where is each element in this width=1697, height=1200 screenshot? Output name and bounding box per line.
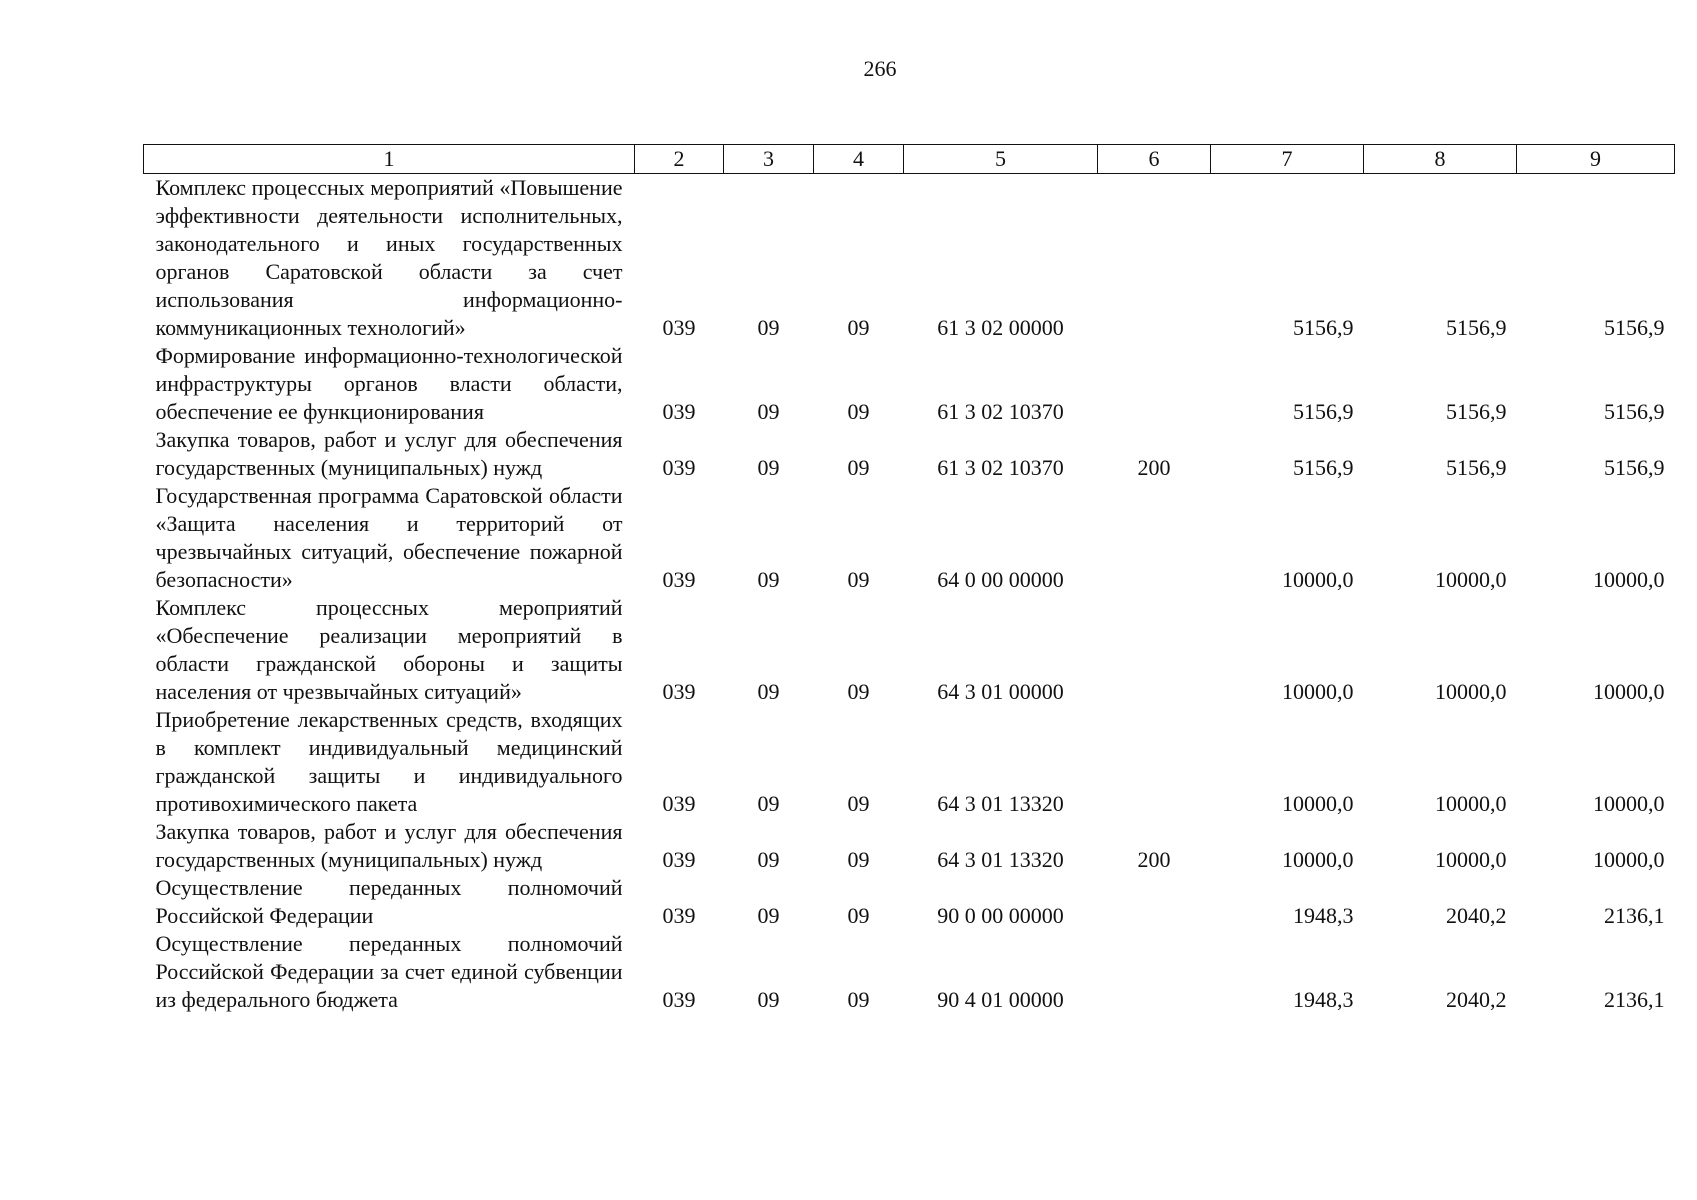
amount-col-8: 2040,2 [1446, 903, 1507, 928]
table-row [144, 342, 1675, 426]
expense-type-code: 200 [1137, 455, 1171, 480]
budget-table [143, 144, 1675, 1014]
amount-col-9: 10000,0 [1593, 679, 1665, 704]
subsection-code: 09 [847, 987, 870, 1012]
item-name: Осуществление переданных полномочий Российской Федерации за счет единой субвенции из федерального бюджета [155, 931, 623, 1012]
amount-col-9: 5156,9 [1604, 455, 1665, 480]
target-article-code: 90 4 01 00000 [937, 987, 1064, 1012]
amount-col-9: 2136,1 [1604, 987, 1665, 1012]
amount-col-8: 2040,2 [1446, 987, 1507, 1012]
expense-type-code: 200 [1137, 847, 1171, 872]
amount-col-7: 10000,0 [1282, 791, 1354, 816]
ministry-code: 039 [662, 679, 696, 704]
target-article-code: 90 0 00 00000 [937, 903, 1064, 928]
expense-type-code [1098, 706, 1211, 818]
ministry-code: 039 [662, 399, 696, 424]
ministry-code: 039 [662, 791, 696, 816]
item-name: Формирование информационно-технологической инфраструктуры органов власти области, обеспечение ее функционирования [155, 343, 623, 424]
column-header-3: 3 [724, 145, 814, 174]
page-number: 266 [863, 56, 897, 81]
subsection-code: 09 [847, 791, 870, 816]
ministry-code: 039 [662, 847, 696, 872]
target-article-code: 61 3 02 10370 [937, 399, 1064, 424]
section-code: 09 [757, 455, 780, 480]
section-code: 09 [757, 791, 780, 816]
expense-type-code [1098, 594, 1211, 706]
ministry-code: 039 [662, 567, 696, 592]
table-header [144, 145, 1675, 174]
target-article-code: 64 3 01 13320 [937, 847, 1064, 872]
table-row [144, 482, 1675, 594]
amount-col-8: 5156,9 [1446, 455, 1507, 480]
item-name: Осуществление переданных полномочий Российской Федерации [155, 875, 623, 928]
amount-col-9: 10000,0 [1593, 567, 1665, 592]
amount-col-7: 1948,3 [1293, 903, 1354, 928]
column-header-5: 5 [904, 145, 1098, 174]
section-code: 09 [757, 315, 780, 340]
amount-col-8: 10000,0 [1435, 847, 1507, 872]
subsection-code: 09 [847, 315, 870, 340]
table-row [144, 174, 1675, 343]
ministry-code: 039 [662, 987, 696, 1012]
amount-col-7: 5156,9 [1293, 455, 1354, 480]
amount-col-7: 1948,3 [1293, 987, 1354, 1012]
section-code: 09 [757, 847, 780, 872]
subsection-code: 09 [847, 847, 870, 872]
expense-type-code [1098, 482, 1211, 594]
column-header-8: 8 [1364, 145, 1517, 174]
subsection-code: 09 [847, 399, 870, 424]
section-code: 09 [757, 567, 780, 592]
ministry-code: 039 [662, 903, 696, 928]
amount-col-9: 10000,0 [1593, 847, 1665, 872]
subsection-code: 09 [847, 679, 870, 704]
target-article-code: 64 0 00 00000 [937, 567, 1064, 592]
column-header-4: 4 [814, 145, 904, 174]
amount-col-8: 5156,9 [1446, 399, 1507, 424]
table-row [144, 706, 1675, 818]
table-row [144, 930, 1675, 1014]
item-name: Закупка товаров, работ и услуг для обеспечения государственных (муниципальных) нужд [155, 819, 623, 872]
item-name: Государственная программа Саратовской области «Защита населения и территорий от чрезвычайных ситуаций, обеспечение пожарной безопасности» [155, 483, 623, 592]
amount-col-7: 5156,9 [1293, 315, 1354, 340]
amount-col-7: 10000,0 [1282, 847, 1354, 872]
ministry-code: 039 [662, 315, 696, 340]
table-row [144, 818, 1675, 874]
table-row [144, 426, 1675, 482]
column-header-7: 7 [1211, 145, 1364, 174]
amount-col-9: 5156,9 [1604, 399, 1665, 424]
item-name: Комплекс процессных мероприятий «Повышение эффективности деятельности исполнительных, законодательного и иных государственных органов Саратовской области за счет использования информационно-коммуникационных технологий» [155, 175, 623, 340]
column-header-6: 6 [1098, 145, 1211, 174]
section-code: 09 [757, 399, 780, 424]
column-header-9: 9 [1517, 145, 1675, 174]
amount-col-8: 5156,9 [1446, 315, 1507, 340]
table-row [144, 874, 1675, 930]
amount-col-9: 10000,0 [1593, 791, 1665, 816]
ministry-code: 039 [662, 455, 696, 480]
amount-col-7: 5156,9 [1293, 399, 1354, 424]
section-code: 09 [757, 987, 780, 1012]
item-name: Закупка товаров, работ и услуг для обеспечения государственных (муниципальных) нужд [155, 427, 623, 480]
target-article-code: 64 3 01 00000 [937, 679, 1064, 704]
subsection-code: 09 [847, 567, 870, 592]
expense-type-code [1098, 930, 1211, 1014]
column-header-2: 2 [635, 145, 724, 174]
expense-type-code [1098, 874, 1211, 930]
table-row [144, 594, 1675, 706]
section-code: 09 [757, 679, 780, 704]
amount-col-8: 10000,0 [1435, 679, 1507, 704]
item-name: Комплекс процессных мероприятий «Обеспечение реализации мероприятий в области гражданской обороны и защиты населения от чрезвычайных ситуаций» [155, 595, 623, 704]
target-article-code: 61 3 02 00000 [937, 315, 1064, 340]
header-row [144, 145, 1675, 174]
item-name: Приобретение лекарственных средств, входящих в комплект индивидуальный медицинский гражданской защиты и индивидуального противохимического пакета [155, 707, 623, 816]
target-article-code: 64 3 01 13320 [937, 791, 1064, 816]
table-body [144, 174, 1675, 1015]
target-article-code: 61 3 02 10370 [937, 455, 1064, 480]
expense-type-code [1098, 342, 1211, 426]
subsection-code: 09 [847, 455, 870, 480]
subsection-code: 09 [847, 903, 870, 928]
amount-col-9: 5156,9 [1604, 315, 1665, 340]
amount-col-8: 10000,0 [1435, 791, 1507, 816]
amount-col-9: 2136,1 [1604, 903, 1665, 928]
section-code: 09 [757, 903, 780, 928]
amount-col-7: 10000,0 [1282, 567, 1354, 592]
column-header-1: 1 [144, 145, 635, 174]
expense-type-code [1098, 174, 1211, 343]
amount-col-7: 10000,0 [1282, 679, 1354, 704]
amount-col-8: 10000,0 [1435, 567, 1507, 592]
